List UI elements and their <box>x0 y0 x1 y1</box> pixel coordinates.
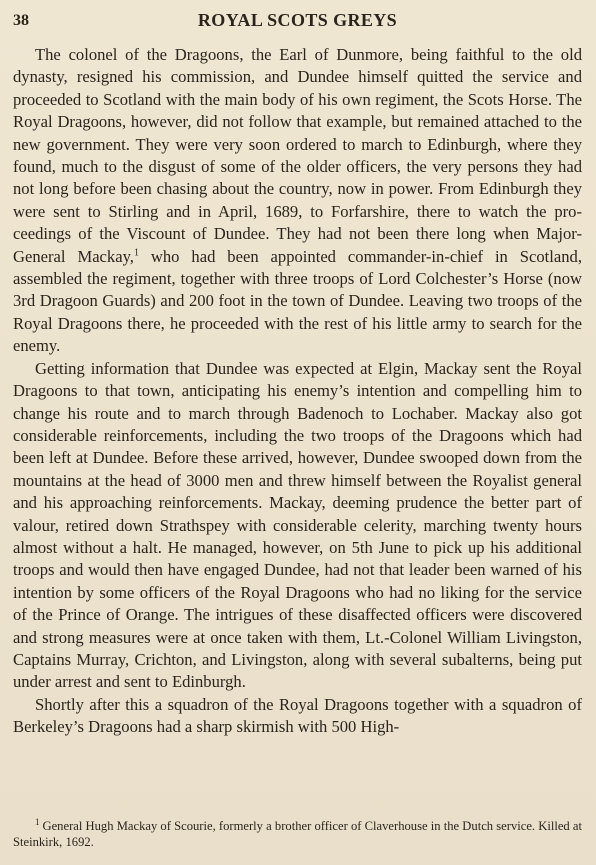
footnote-text: General Hugh Mackay of Scourie, formerly a brother officer of Claverhouse in the Dutch service. Killed at Steinkirk, 1692. <box>13 819 582 849</box>
footnote-reference[interactable]: 1 <box>133 247 139 259</box>
body-text <box>13 44 582 739</box>
paragraph-3: Shortly after this a squadron of the Royal Dragoons together with a squadron of Berkeley’s Dragoons had a sharp skirmish with 500 High- <box>13 694 582 737</box>
page-number: 38 <box>13 12 29 29</box>
paragraph-1-after-note: who had been appointed commander-in-chief in Scotland, assembled the regiment, together with three troops of Lord Colchester’s Horse (now 3rd Dragoon Guards) and 200 foot in the town of Dundee. Leaving two troops of the Royal Dragoons there, he proceeded with the rest of his little army to search for the enemy. <box>13 246 582 356</box>
footnote <box>13 818 582 850</box>
running-head: ROYAL SCOTS GREYS <box>197 10 398 30</box>
paragraph-1-before-note: The colonel of the Dragoons, the Earl of Dunmore, being faithful to the old dynasty, resigned his commission, and Dundee himself quitted the service and proceeded to Scotland with the main body of his own regiment, the Scots Horse. The Royal Dragoons, however, did not follow that example, but remained attached to the new government. They were very soon ordered to march to Edinburgh, where they found, much to the disgust of some of the older officers, the very persons they had not long before been chasing about the country, now in power. From Edinburgh they were sent to Stirling and in April, 1689, to Forfarshire, there to watch the proceedings of the Viscount of Dundee. They had not been there long when Major-General Mackay, <box>13 45 582 266</box>
page-header <box>13 10 582 38</box>
paragraph-2: Getting information that Dundee was expected at Elgin, Mackay sent the Royal Dragoons to that town, anticipating his enemy’s intention and compelling him to change his route and to march through Badenoch to Lochaber. Mackay also got considerable reinforcements, including the two troops of the Dragoons which had been left at Dundee. Before these arrived, however, Dundee swooped down from the mountains at the head of 3000 men and threw himself between the Royalist general and his approaching reinforcements. Mackay, deeming prudence the better part of valour, retired down Strathspey with considerable celerity, marching twenty hours almost without a halt. He managed, however, on 5th June to pick up his additional troops and would then have engaged Dundee, had not that leader been warned of his intention by some officers of the Royal Dragoons who had no liking for the service of the Prince of Orange. The intrigues of these disaffected officers were discovered and strong measures were at once taken with them, Lt.-Colonel William Livingston, Captains Murray, Crichton, and Livingston, along with several subalterns, being put under arrest and sent to Edinburgh. <box>13 358 582 692</box>
paragraph-1 <box>13 44 582 358</box>
footnote-mark: 1 <box>35 816 40 827</box>
